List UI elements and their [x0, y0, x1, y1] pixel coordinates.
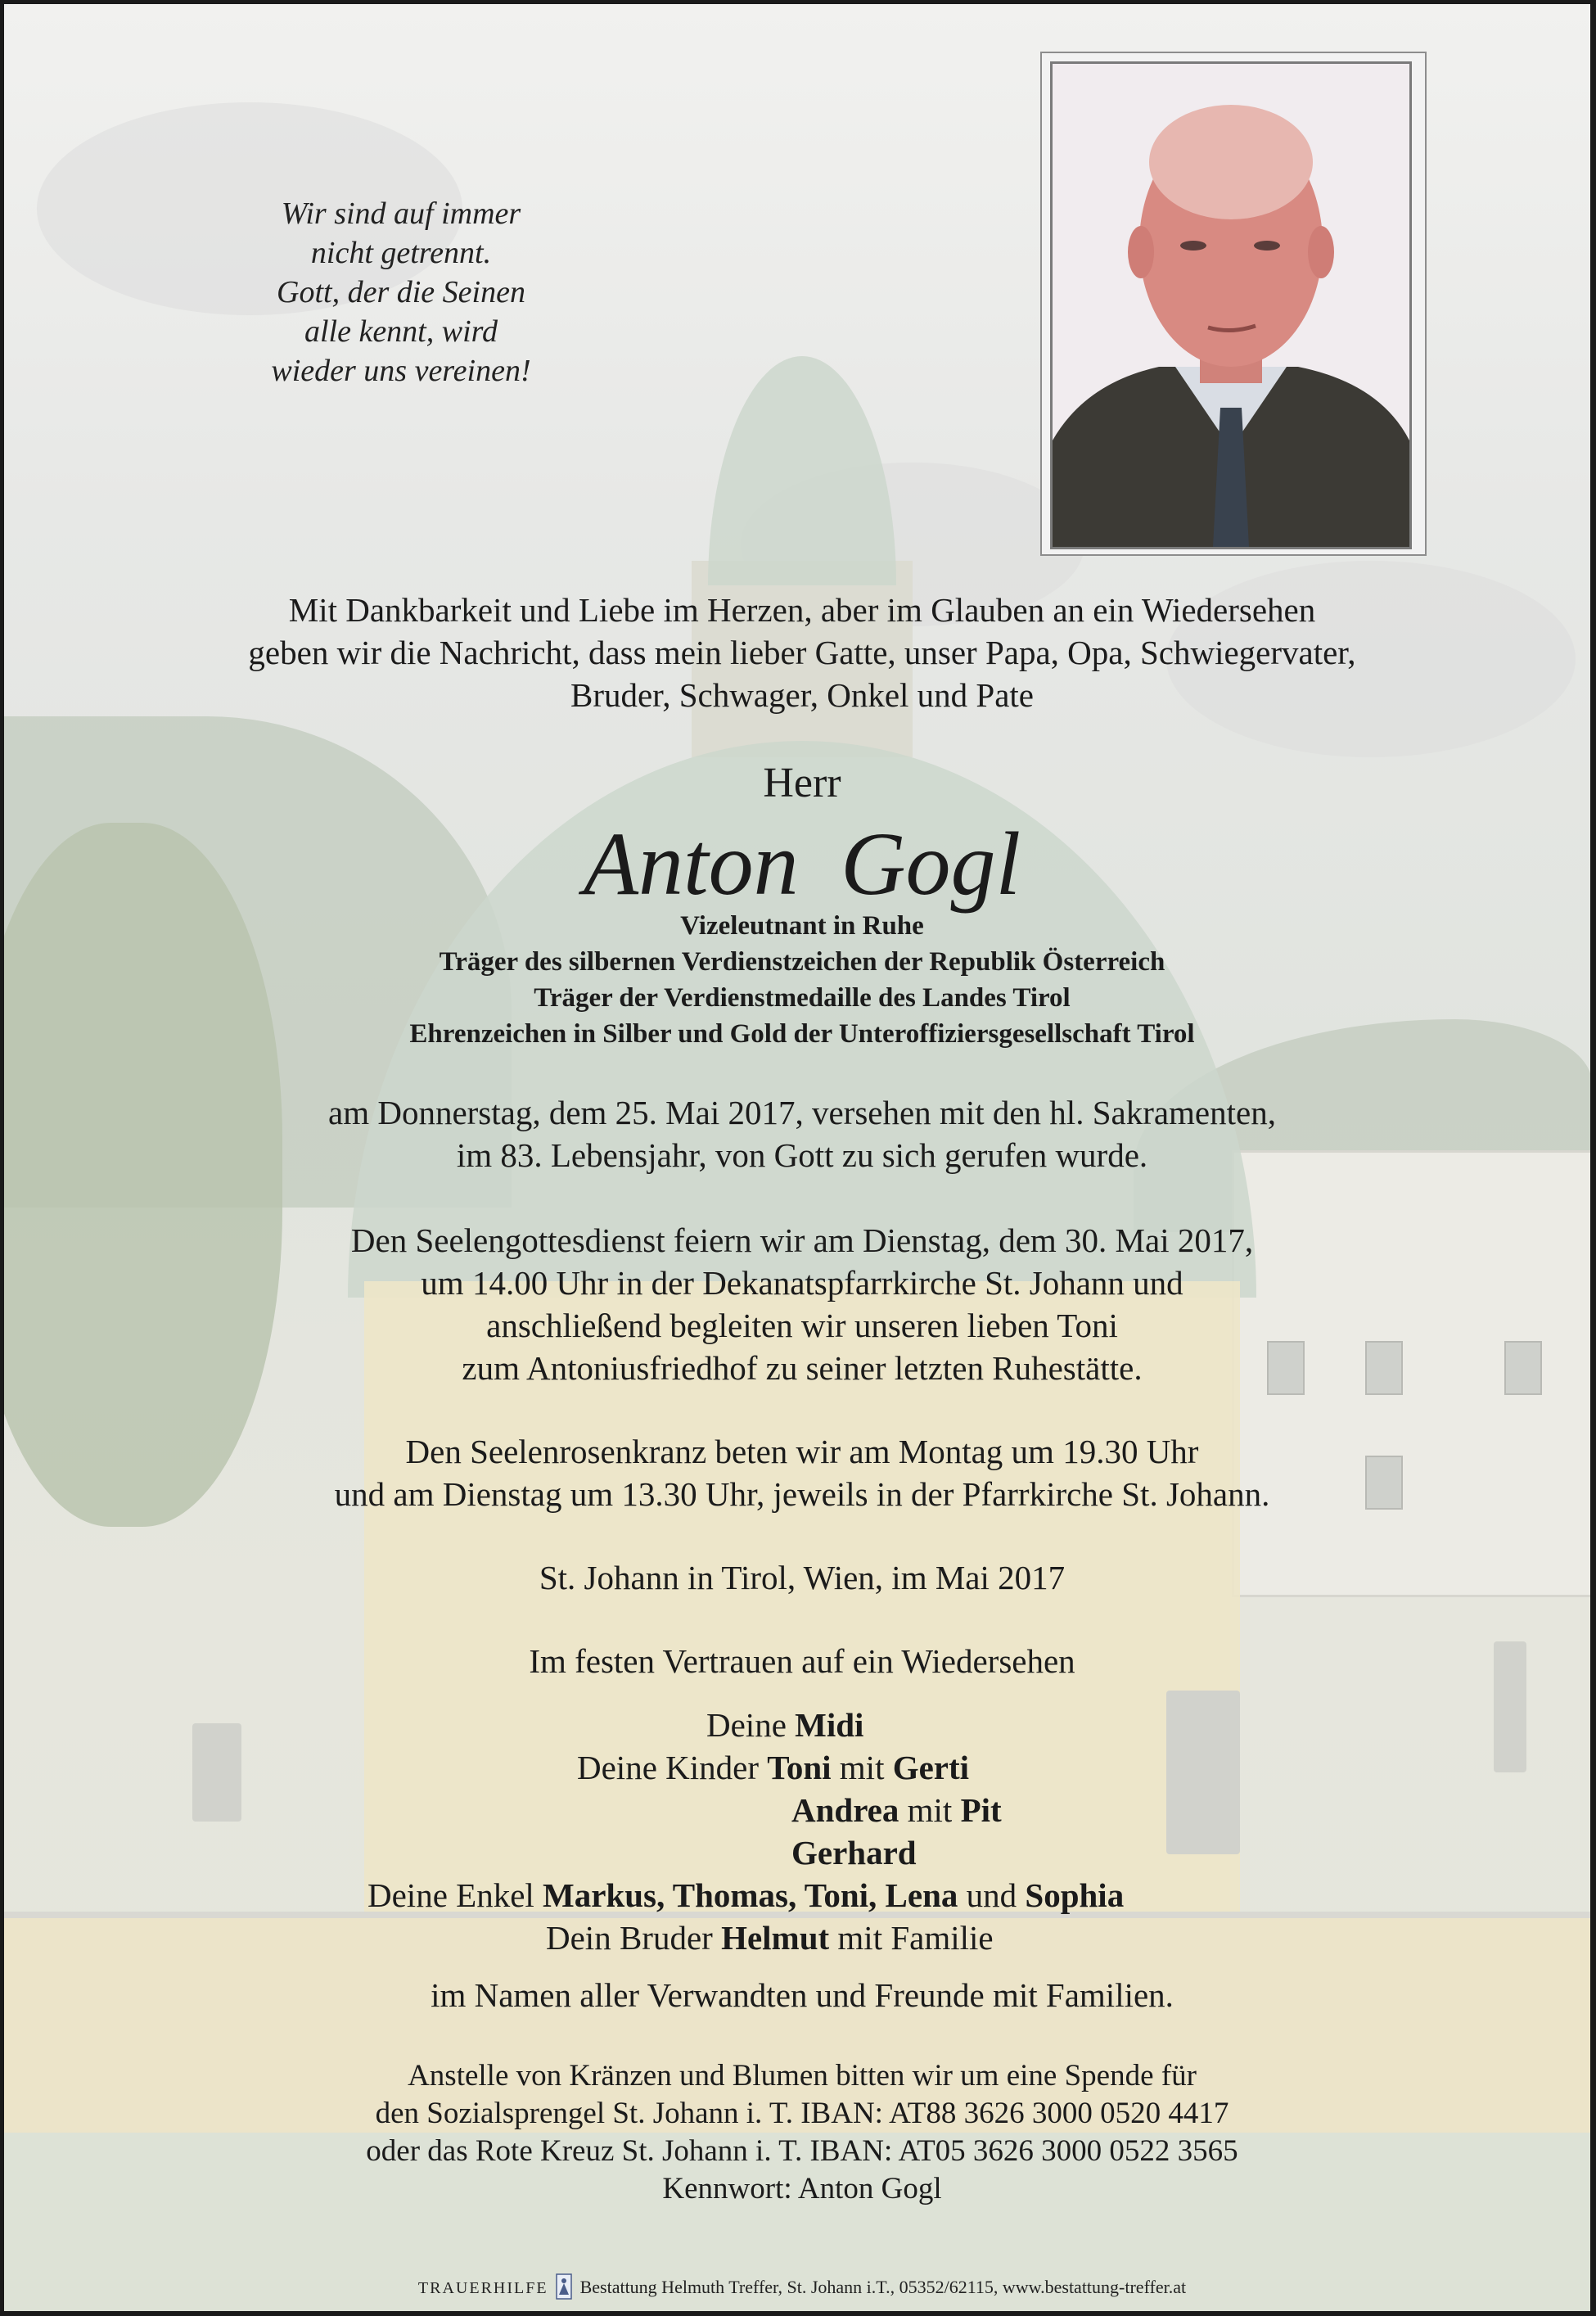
rosary-line: Den Seelenrosenkranz beten wir am Montag um 19.30 Uhr: [405, 1433, 1199, 1470]
donation-line: den Sozialsprengel St. Johann i. T. IBAN: AT88 3626 3000 0520 4417: [375, 2097, 1229, 2130]
obituary-card: [4, 4, 1590, 2311]
family-child-andrea: Andrea mit Pit: [791, 1791, 1002, 1829]
trust-line: Im festen Vertrauen auf ein Wiedersehen: [529, 1642, 1075, 1680]
honor-line: Vizeleutnant in Ruhe: [680, 911, 924, 941]
death-notice-line: im 83. Lebensjahr, von Gott zu sich gerufen wurde.: [456, 1136, 1148, 1174]
intro-line: Mit Dankbarkeit und Liebe im Herzen, aber im Glauben an ein Wiedersehen: [288, 591, 1316, 629]
portrait-photo-frame: [1040, 52, 1427, 556]
family-wife: Deine Midi: [706, 1706, 864, 1744]
honor-line: Ehrenzeichen in Silber und Gold der Unteroffiziersgesellschaft Tirol: [409, 1019, 1195, 1049]
salutation: Herr: [763, 760, 841, 806]
donation-line: oder das Rote Kreuz St. Johann i. T. IBAN: AT05 3626 3000 0522 3565: [366, 2134, 1238, 2168]
death-notice-line: am Donnerstag, dem 25. Mai 2017, versehen mit den hl. Sakramenten,: [328, 1094, 1276, 1131]
funeral-line: zum Antoniusfriedhof zu seiner letzten Ruhestätte.: [462, 1349, 1143, 1387]
donation-line: Kennwort: Anton Gogl: [662, 2172, 942, 2205]
funeral-paragraph: [4, 1219, 1590, 1389]
portrait-photo: [1050, 61, 1412, 549]
intro-paragraph: [4, 589, 1590, 716]
relatives-line: im Namen aller Verwandten und Freunde mit Familien.: [431, 1976, 1174, 2014]
donation-line: Anstelle von Kränzen und Blumen bitten wir um eine Spende für: [408, 2059, 1197, 2093]
donation-paragraph: [4, 2057, 1590, 2208]
honors-list: [4, 908, 1590, 1052]
rosary-paragraph: [4, 1430, 1590, 1515]
honor-line: Träger des silbernen Verdienstzeichen der Republik Österreich: [439, 947, 1165, 977]
family-children: Deine Kinder Toni mit Gerti: [577, 1749, 970, 1786]
poem-line: alle kennt, wird: [304, 314, 498, 349]
funeral-line: anschließend begleiten wir unseren lieben Toni: [486, 1307, 1118, 1344]
funeral-line: Den Seelengottesdienst feiern wir am Dienstag, dem 30. Mai 2017,: [350, 1221, 1254, 1259]
rosary-line: und am Dienstag um 13.30 Uhr, jeweils in der Pfarrkirche St. Johann.: [334, 1475, 1270, 1513]
angel-icon: [556, 2273, 572, 2300]
intro-line: geben wir die Nachricht, dass mein lieber Gatte, unser Papa, Opa, Schwiegervater,: [248, 634, 1356, 671]
death-notice: [4, 1091, 1590, 1176]
deceased-name: Anton Gogl: [583, 814, 1021, 914]
poem-line: Gott, der die Seinen: [277, 275, 525, 309]
funeral-line: um 14.00 Uhr in der Dekanatspfarrkirche St. Johann und: [421, 1264, 1183, 1302]
intro-line: Bruder, Schwager, Onkel und Pate: [570, 676, 1034, 714]
footer: [4, 2273, 1590, 2302]
footer-text: Bestattung Helmuth Treffer, St. Johann i.T., 05352/62115, www.bestattung-treffer.at: [579, 2277, 1187, 2297]
family-brother: Dein Bruder Helmut mit Familie: [546, 1919, 994, 1957]
family-child-gerhard: Gerhard: [791, 1834, 917, 1871]
poem: [201, 194, 602, 391]
honor-line: Träger der Verdienstmedaille des Landes Tirol: [534, 983, 1071, 1013]
wife-name: Midi: [795, 1706, 864, 1744]
poem-line: Wir sind auf immer: [281, 196, 521, 231]
place-date: St. Johann in Tirol, Wien, im Mai 2017: [539, 1559, 1066, 1596]
footer-brand: TRAUERHILFE: [417, 2279, 548, 2297]
poem-line: wieder uns vereinen!: [271, 354, 531, 388]
poem-line: nicht getrennt.: [310, 236, 492, 270]
family-grandchildren: Deine Enkel Markus, Thomas, Toni, Lena und Sophia: [367, 1876, 1125, 1914]
